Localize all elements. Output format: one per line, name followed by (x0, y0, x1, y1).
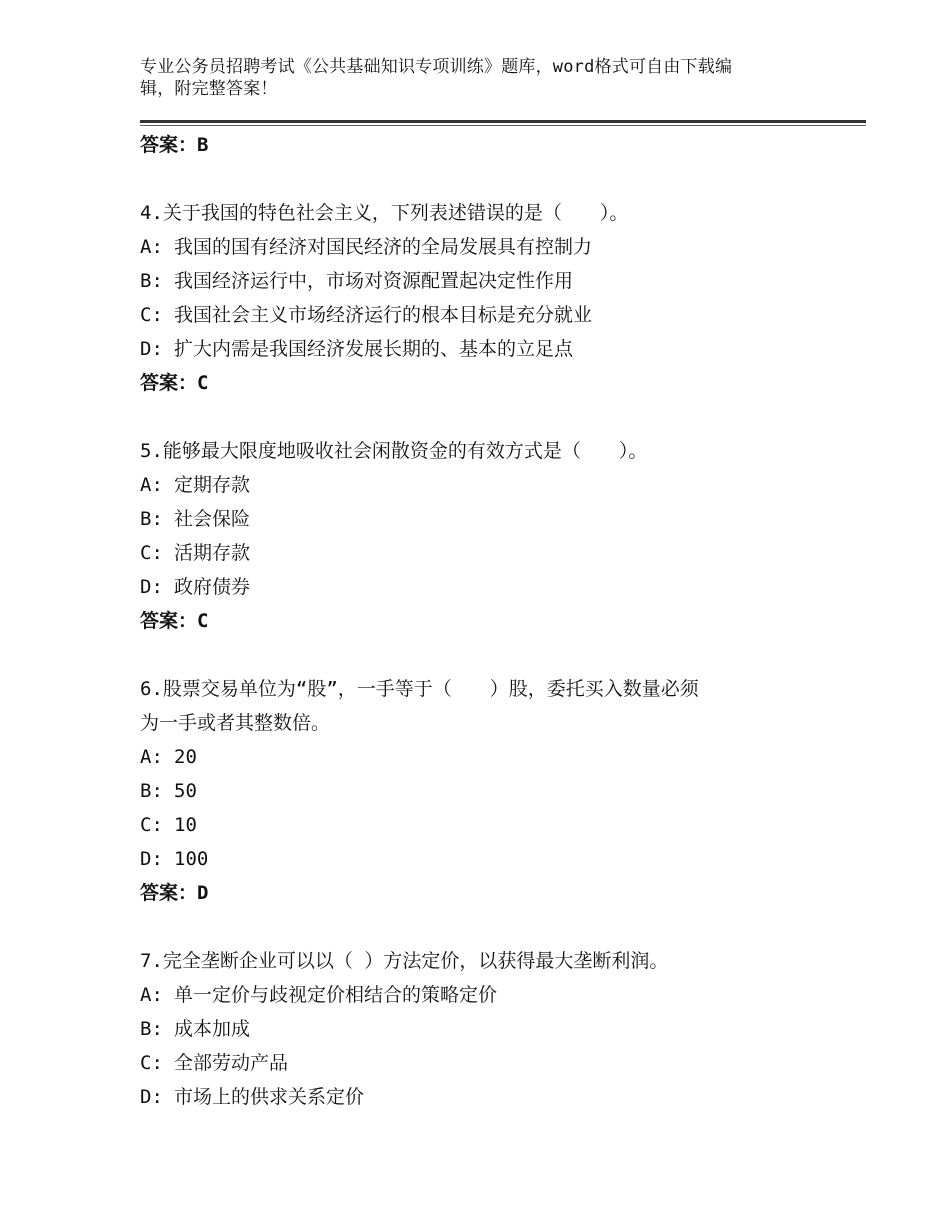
option-key: C: (140, 542, 163, 564)
question-6 (140, 672, 840, 910)
option-key: D: (140, 1086, 163, 1108)
option-key: C: (140, 304, 163, 326)
question-5 (140, 434, 840, 638)
option-a (140, 468, 840, 502)
option-c (140, 1046, 840, 1080)
answer-line (140, 128, 840, 162)
option-key: D: (140, 848, 163, 870)
option-text: 政府债券 (174, 576, 251, 598)
answer-value: C (197, 610, 209, 632)
option-text: 我国经济运行中，市场对资源配置起决定性作用 (174, 270, 574, 292)
option-text: 10 (174, 814, 197, 836)
option-a (140, 740, 840, 774)
page-header (140, 56, 800, 100)
option-key: B: (140, 1018, 163, 1040)
answer-value: B (197, 134, 209, 156)
option-d (140, 842, 840, 876)
option-text: 扩大内需是我国经济发展长期的、基本的立足点 (174, 338, 574, 360)
option-a (140, 978, 840, 1012)
answer-label: 答案： (140, 372, 198, 394)
answer-line (140, 876, 840, 910)
question-text: 7.完全垄断企业可以以（ ）方法定价，以获得最大垄断利润。 (140, 950, 669, 972)
option-b (140, 502, 840, 536)
answer-value: D (197, 882, 209, 904)
header-line-2: 辑，附完整答案！ (140, 79, 278, 99)
option-text: 我国社会主义市场经济运行的根本目标是充分就业 (174, 304, 593, 326)
question-text: 6.股票交易单位为“股”，一手等于（ ）股，委托买入数量必须 (140, 678, 699, 700)
option-key: A: (140, 984, 163, 1006)
option-key: B: (140, 270, 163, 292)
option-text: 活期存款 (174, 542, 251, 564)
option-text: 市场上的供求关系定价 (174, 1086, 365, 1108)
option-key: A: (140, 474, 163, 496)
answer-line (140, 366, 840, 400)
answer-line (140, 604, 840, 638)
option-text: 20 (174, 746, 197, 768)
option-text: 单一定价与歧视定价相结合的策略定价 (174, 984, 498, 1006)
option-a (140, 230, 840, 264)
question-text-continued: 为一手或者其整数倍。 (140, 712, 331, 734)
option-text: 定期存款 (174, 474, 251, 496)
option-key: B: (140, 780, 163, 802)
option-text: 成本加成 (174, 1018, 251, 1040)
header-line-1: 专业公务员招聘考试《公共基础知识专项训练》题库，word格式可自由下载编 (140, 57, 733, 77)
option-text: 全部劳动产品 (174, 1052, 289, 1074)
option-key: A: (140, 746, 163, 768)
header-rule-thick (140, 120, 866, 123)
answer-value: C (197, 372, 209, 394)
header-rule-thin (140, 125, 866, 126)
question-7 (140, 944, 840, 1114)
option-text: 社会保险 (174, 508, 251, 530)
option-key: D: (140, 576, 163, 598)
answer-label: 答案： (140, 882, 198, 904)
question-text: 4.关于我国的特色社会主义，下列表述错误的是（ ）。 (140, 202, 629, 224)
answer-label: 答案： (140, 610, 198, 632)
option-key: A: (140, 236, 163, 258)
option-b (140, 1012, 840, 1046)
option-c (140, 536, 840, 570)
document-body (140, 128, 840, 1114)
option-c (140, 298, 840, 332)
question-4 (140, 196, 840, 400)
option-c (140, 808, 840, 842)
option-b (140, 264, 840, 298)
option-b (140, 774, 840, 808)
option-key: C: (140, 1052, 163, 1074)
answer-label: 答案： (140, 134, 198, 156)
option-d (140, 332, 840, 366)
option-key: C: (140, 814, 163, 836)
question-text: 5.能够最大限度地吸收社会闲散资金的有效方式是（ ）。 (140, 440, 648, 462)
option-text: 我国的国有经济对国民经济的全局发展具有控制力 (174, 236, 593, 258)
option-key: D: (140, 338, 163, 360)
option-d (140, 1080, 840, 1114)
option-key: B: (140, 508, 163, 530)
option-text: 50 (174, 780, 197, 802)
option-d (140, 570, 840, 604)
option-text: 100 (174, 848, 209, 870)
